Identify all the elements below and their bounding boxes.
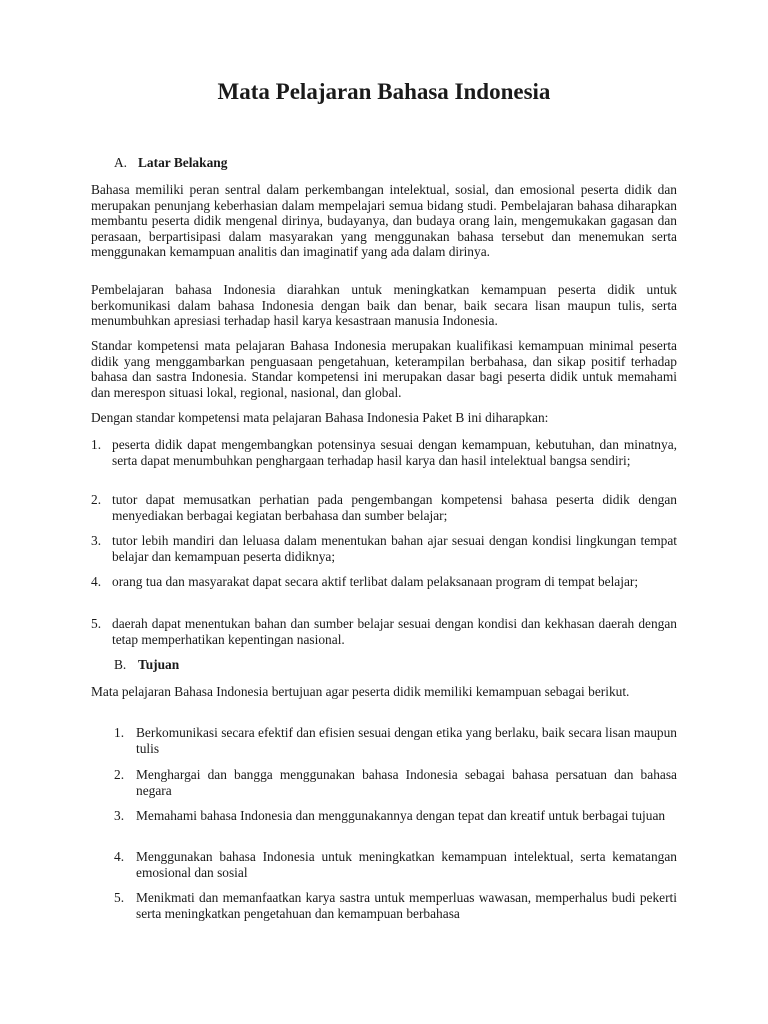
paragraph-2: Pembelajaran bahasa Indonesia diarahkan untuk meningkatkan kemampuan peserta didik untuk berkomunikasi dalam bahasa Indonesia dengan baik dan benar, baik secara lisan maupun tulis, serta menumbuhkan apresiasi terhadap hasil karya kesastraan manusia Indonesia. — [91, 282, 677, 328]
list-number: 3. — [114, 808, 125, 823]
list-text: tutor dapat memusatkan perhatian pada pengembangan kompetensi bahasa peserta didik dengan menyediakan berbagai kegiatan berbahasa dan sumber belajar; — [112, 492, 677, 523]
paragraph-1: Bahasa memiliki peran sentral dalam perkembangan intelektual, sosial, dan emosional peserta didik dan merupakan penunjang keberhasian dalam mempelajari semua bidang studi. Pembelajaran bahasa diharapkan membantu peserta didik mengenal dirinya, budayanya, dan budaya orang lain, mengemukakan gagasan dan perasaan, berpartisipasi dalam masyarakan yang menggunakan bahasa tersebut dan menemukan serta menggunakan kemampuan analitis dan imaginatif yang ada dalam dirinya. — [91, 182, 677, 259]
section-b-heading — [114, 657, 179, 673]
list-text: peserta didik dapat mengembangkan potensinya sesuai dengan kemampuan, kebutuhan, dan minatnya, serta dapat menumbuhkan penghargaan terhadap hasil karya dan hasil intelektual bangsa sendiri; — [112, 437, 677, 468]
list-number: 5. — [114, 890, 125, 905]
paragraph-3: Standar kompetensi mata pelajaran Bahasa Indonesia merupakan kualifikasi kemampuan minimal peserta didik yang menggambarkan penguasaan pengetahuan, keterampilan berbahasa, dan sikap positif terhadap bahasa dan sastra Indonesia. Standar kompetensi ini merupakan dasar bagi peserta didik untuk memahami dan merespon situasi lokal, regional, nasional, dan global. — [91, 338, 677, 400]
list-number: 1. — [114, 725, 125, 740]
section-b-letter: B. — [114, 657, 127, 672]
list-number: 4. — [91, 574, 102, 589]
paragraph-4: Dengan standar kompetensi mata pelajaran Bahasa Indonesia Paket B ini diharapkan: — [91, 410, 549, 425]
list-item — [91, 616, 677, 647]
list-text: tutor lebih mandiri dan leluasa dalam menentukan bahan ajar sesuai dengan kondisi lingkungan tempat belajar dan kemampuan peserta didiknya; — [112, 533, 677, 564]
list-number: 3. — [91, 533, 102, 548]
section-a-title: Latar Belakang — [138, 155, 228, 170]
list-item — [114, 767, 677, 798]
section-b-title: Tujuan — [138, 657, 180, 672]
list-text: Menggunakan bahasa Indonesia untuk meningkatkan kemampuan intelektual, serta kematangan emosional dan sosial — [136, 849, 677, 880]
list-item — [91, 533, 677, 564]
list-item — [114, 849, 677, 880]
list-item — [114, 890, 677, 921]
list-text: Memahami bahasa Indonesia dan menggunakannya dengan tepat dan kreatif untuk berbagai tujuan — [136, 808, 666, 823]
list-number: 5. — [91, 616, 102, 631]
section-a-heading — [114, 155, 227, 171]
list-number: 1. — [91, 437, 102, 452]
list-text: Menikmati dan memanfaatkan karya sastra untuk memperluas wawasan, memperhalus budi pekerti serta meningkatkan pengetahuan dan kemampuan berbahasa — [136, 890, 677, 921]
list-item — [91, 492, 677, 523]
list-number: 2. — [114, 767, 125, 782]
list-text: Menghargai dan bangga menggunakan bahasa Indonesia sebagai bahasa persatuan dan bahasa negara — [136, 767, 677, 798]
list-text: daerah dapat menentukan bahan dan sumber belajar sesuai dengan kondisi dan kekhasan daerah dengan tetap memperhatikan kepentingan nasional. — [112, 616, 677, 647]
list-number: 2. — [91, 492, 102, 507]
page-title: Mata Pelajaran Bahasa Indonesia — [217, 79, 551, 104]
list-text: Berkomunikasi secara efektif dan efisien sesuai dengan etika yang berlaku, baik secara lisan maupun tulis — [136, 725, 677, 756]
list-item — [114, 725, 677, 756]
list-item — [114, 808, 677, 824]
list-text: orang tua dan masyarakat dapat secara aktif terlibat dalam pelaksanaan program di tempat belajar; — [112, 574, 639, 589]
list-item — [91, 574, 677, 590]
list-number: 4. — [114, 849, 125, 864]
paragraph-intro-b: Mata pelajaran Bahasa Indonesia bertujuan agar peserta didik memiliki kemampuan sebagai berikut. — [91, 684, 630, 699]
list-item — [91, 437, 677, 468]
section-a-letter: A. — [114, 155, 128, 170]
